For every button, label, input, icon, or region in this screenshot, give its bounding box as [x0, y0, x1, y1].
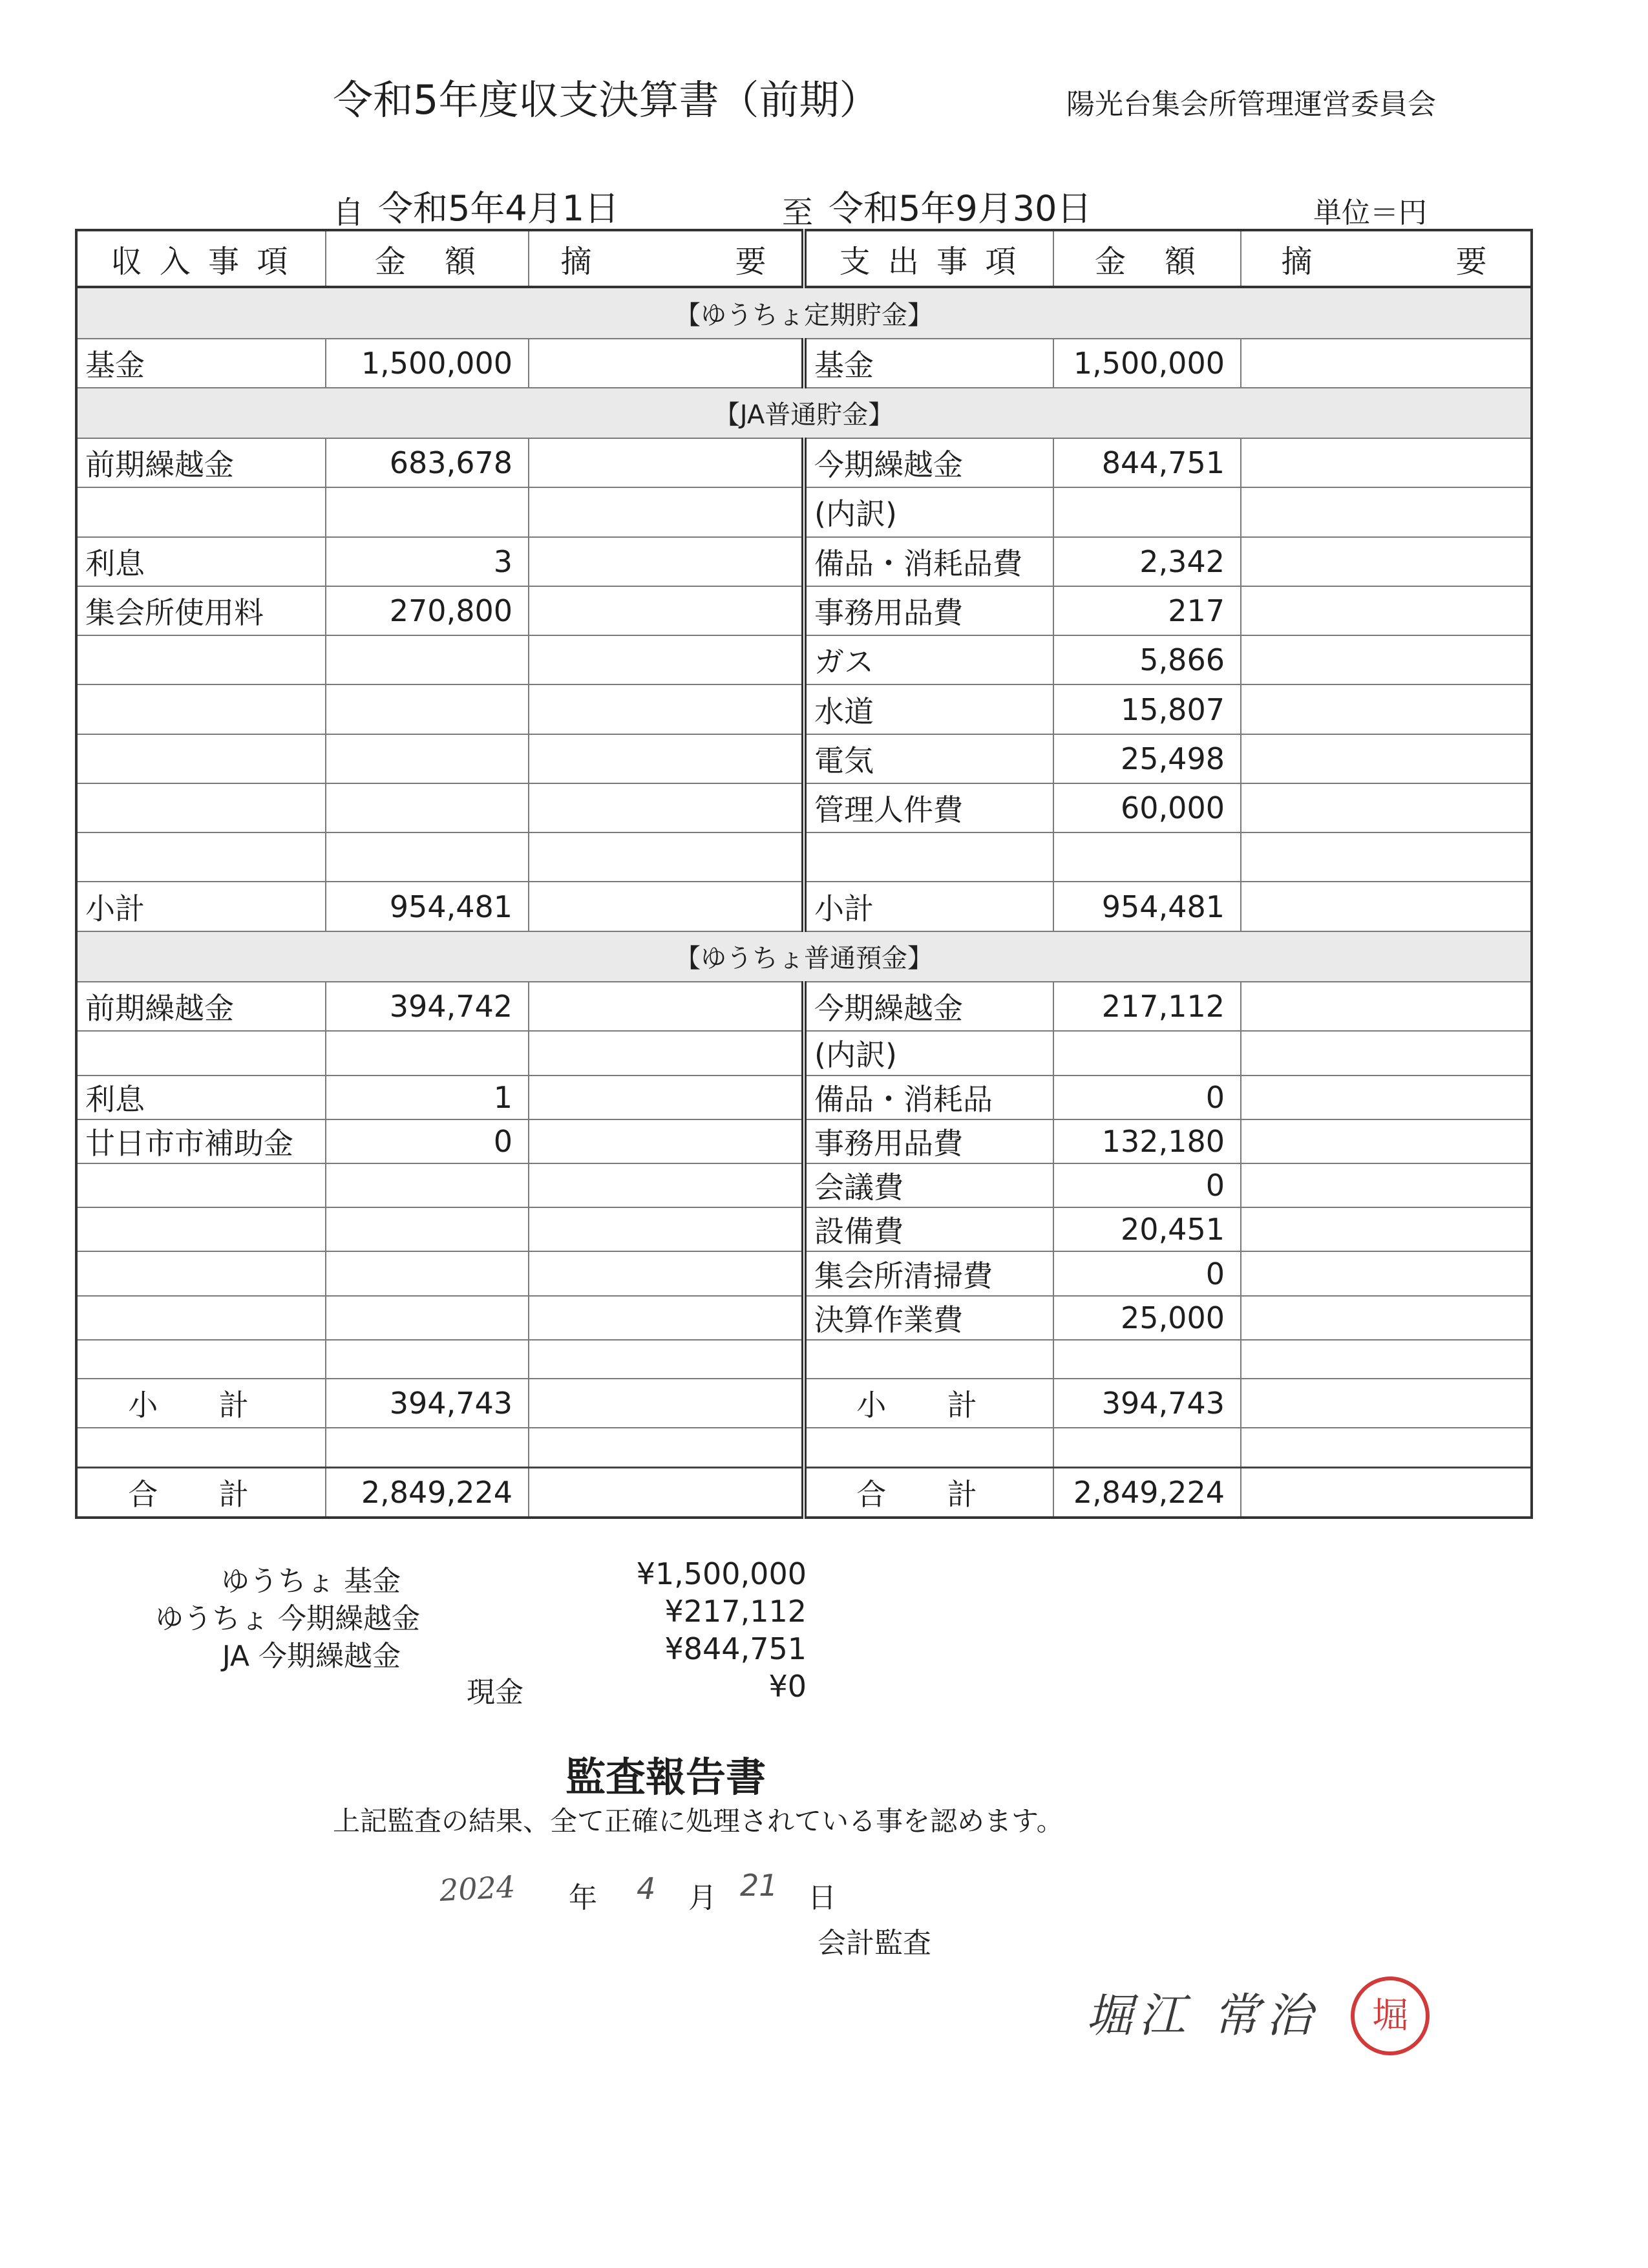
income-amount: 3: [326, 537, 529, 586]
balance-value: ¥1,500,000: [636, 1556, 807, 1591]
expense-amount: 132,180: [1053, 1119, 1241, 1163]
audit-date-year: 2024: [438, 1869, 516, 1909]
expense-summary: [1241, 1119, 1532, 1163]
expense-summary: [1241, 832, 1532, 882]
expense-amount: [1053, 1340, 1241, 1379]
income-summary: [529, 339, 804, 388]
income-amount: 0: [326, 1119, 529, 1163]
expense-item: 管理人件費: [804, 783, 1053, 832]
total-row: [76, 1467, 1532, 1518]
expense-amount: [1053, 1428, 1241, 1467]
income-summary: [529, 1340, 804, 1379]
income-item: 利息: [76, 537, 326, 586]
audit-date-month: 4: [637, 1871, 656, 1906]
income-summary: [529, 1296, 804, 1340]
income-summary: [529, 734, 804, 783]
income-amount: 394,742: [326, 982, 529, 1031]
subtotal-row: [76, 1379, 1532, 1428]
income-item: [76, 832, 326, 882]
income-amount: [326, 734, 529, 783]
subtotal-income: 954,481: [326, 882, 529, 931]
organization-name: 陽光台集会所管理運営委員会: [1066, 88, 1436, 121]
income-amount: [326, 684, 529, 734]
unit-label: 単位＝円: [1313, 196, 1427, 229]
expense-amount: 217,112: [1053, 982, 1241, 1031]
income-item: 廿日市市補助金: [76, 1119, 326, 1163]
balance-label: ゆうちょ 今期繰越金: [155, 1602, 420, 1635]
expense-summary: [1241, 982, 1532, 1031]
expense-item: [804, 1340, 1053, 1379]
income-summary: [529, 438, 804, 487]
income-item: [76, 1251, 326, 1295]
expense-summary: [1241, 438, 1532, 487]
expense-amount: 25,498: [1053, 734, 1241, 783]
expense-amount: 25,000: [1053, 1296, 1241, 1340]
expense-summary: [1241, 1428, 1532, 1467]
expense-item: [804, 1428, 1053, 1467]
subtotal-label-expense: 小 計: [804, 1379, 1053, 1428]
period-to: 令和5年9月30日: [829, 188, 1092, 229]
expense-item: 決算作業費: [804, 1296, 1053, 1340]
income-summary: [529, 1467, 804, 1518]
expense-summary: [1241, 1163, 1532, 1207]
table-row: [76, 438, 1532, 487]
income-amount: 683,678: [326, 438, 529, 487]
table-row: [76, 734, 1532, 783]
period-from: 令和5年4月1日: [378, 188, 620, 229]
col-expense-summary: 摘 要: [1241, 230, 1532, 287]
income-item: [76, 1207, 326, 1251]
expense-item: (内訳): [804, 1031, 1053, 1075]
expense-amount: 1,500,000: [1053, 339, 1241, 388]
expense-amount: 60,000: [1053, 783, 1241, 832]
income-amount: [326, 832, 529, 882]
income-item: 前期繰越金: [76, 438, 326, 487]
table-row: [76, 783, 1532, 832]
income-item: [76, 1296, 326, 1340]
expense-summary: [1241, 339, 1532, 388]
total-label-expense: 合 計: [804, 1467, 1053, 1518]
expense-amount: 15,807: [1053, 684, 1241, 734]
income-amount: 1,500,000: [326, 339, 529, 388]
expense-amount: 0: [1053, 1076, 1241, 1119]
total-expense: 2,849,224: [1053, 1467, 1241, 1518]
expense-summary: [1241, 586, 1532, 635]
income-amount: [326, 1428, 529, 1467]
section-row: [76, 931, 1532, 982]
income-amount: [326, 1163, 529, 1207]
total-label: 合 計: [76, 1467, 326, 1518]
expense-item: 備品・消耗品費: [804, 537, 1053, 586]
income-amount: [326, 635, 529, 684]
expense-amount: [1053, 832, 1241, 882]
income-summary: [529, 882, 804, 931]
table-row: [76, 635, 1532, 684]
table-row: [76, 1119, 1532, 1163]
balance-label: ゆうちょ 基金: [221, 1565, 401, 1598]
income-summary: [529, 1163, 804, 1207]
expense-amount: 5,866: [1053, 635, 1241, 684]
income-item: [76, 487, 326, 536]
auditor-role: 会計監査: [818, 1927, 931, 1960]
income-item: [76, 1031, 326, 1075]
table-row: [76, 1076, 1532, 1119]
expense-summary: [1241, 1340, 1532, 1379]
table-row: [76, 1251, 1532, 1295]
income-item: 前期繰越金: [76, 982, 326, 1031]
income-item: [76, 1428, 326, 1467]
expense-summary: [1241, 1467, 1532, 1518]
expense-item: 今期繰越金: [804, 982, 1053, 1031]
expense-item: 今期繰越金: [804, 438, 1053, 487]
expense-amount: 0: [1053, 1251, 1241, 1295]
income-summary: [529, 832, 804, 882]
expense-item: [804, 832, 1053, 882]
table-row: [76, 1340, 1532, 1379]
expense-amount: 0: [1053, 1163, 1241, 1207]
audit-statement: 上記監査の結果、全て正確に処理されている事を認めます。: [333, 1805, 1064, 1837]
seal-stamp-icon: 堀: [1351, 1977, 1430, 2055]
income-item: [76, 734, 326, 783]
table-row: [76, 537, 1532, 586]
expense-summary: [1241, 684, 1532, 734]
expense-item: 会議費: [804, 1163, 1053, 1207]
income-amount: [326, 1251, 529, 1295]
section-row: [76, 287, 1532, 338]
table-row: [76, 1428, 1532, 1467]
income-item: 利息: [76, 1076, 326, 1119]
expense-item: 基金: [804, 339, 1053, 388]
table-row: [76, 684, 1532, 734]
audit-report-title: 監査報告書: [565, 1754, 766, 1801]
header-row: [76, 230, 1532, 287]
expense-amount: 2,342: [1053, 537, 1241, 586]
income-amount: [326, 1340, 529, 1379]
period-from-label: 自: [333, 195, 364, 231]
expense-summary: [1241, 1379, 1532, 1428]
section-yucho-futsu: 【ゆうちょ普通預金】: [76, 931, 1532, 982]
expense-amount: [1053, 487, 1241, 536]
expense-summary: [1241, 1251, 1532, 1295]
table-row: [76, 1207, 1532, 1251]
expense-item: 電気: [804, 734, 1053, 783]
subtotal-income: 394,743: [326, 1379, 529, 1428]
table-row: [76, 982, 1532, 1031]
ledger-table: [75, 229, 1533, 1519]
income-summary: [529, 1428, 804, 1467]
income-summary: [529, 982, 804, 1031]
income-summary: [529, 684, 804, 734]
subtotal-expense: 954,481: [1053, 882, 1241, 931]
subtotal-label: 小計: [76, 882, 326, 931]
income-item: [76, 783, 326, 832]
expense-summary: [1241, 1207, 1532, 1251]
expense-summary: [1241, 1031, 1532, 1075]
table-row: [76, 487, 1532, 536]
expense-item: 事務用品費: [804, 586, 1053, 635]
table-row: [76, 1031, 1532, 1075]
expense-item: 備品・消耗品: [804, 1076, 1053, 1119]
income-summary: [529, 586, 804, 635]
expense-item: (内訳): [804, 487, 1053, 536]
expense-amount: [1053, 1031, 1241, 1075]
income-summary: [529, 1031, 804, 1075]
income-amount: [326, 487, 529, 536]
expense-summary: [1241, 734, 1532, 783]
subtotal-row: [76, 882, 1532, 931]
income-summary: [529, 635, 804, 684]
income-summary: [529, 487, 804, 536]
expense-summary: [1241, 1296, 1532, 1340]
income-amount: 270,800: [326, 586, 529, 635]
handwritten-signature: 堀江 常治: [1086, 1988, 1319, 2042]
income-summary: [529, 1119, 804, 1163]
expense-summary: [1241, 537, 1532, 586]
income-summary: [529, 537, 804, 586]
expense-summary: [1241, 635, 1532, 684]
day-label: 日: [808, 1881, 836, 1914]
income-summary: [529, 1379, 804, 1428]
expense-item: 事務用品費: [804, 1119, 1053, 1163]
expense-item: 集会所清掃費: [804, 1251, 1053, 1295]
table-row: [76, 1163, 1532, 1207]
subtotal-label-expense: 小計: [804, 882, 1053, 931]
income-summary: [529, 1076, 804, 1119]
col-income-summary: 摘 要: [529, 230, 804, 287]
income-item: 基金: [76, 339, 326, 388]
income-item: [76, 635, 326, 684]
income-item: [76, 684, 326, 734]
income-amount: [326, 1031, 529, 1075]
col-expense-item: 支 出 事 項: [804, 230, 1053, 287]
document-title: 令和5年度収支決算書（前期）: [333, 76, 880, 123]
section-ja: 【JA普通貯金】: [76, 388, 1532, 438]
income-amount: [326, 1207, 529, 1251]
total-income: 2,849,224: [326, 1467, 529, 1518]
expense-summary: [1241, 882, 1532, 931]
balance-value: ¥0: [768, 1669, 807, 1704]
income-summary: [529, 1251, 804, 1295]
subtotal-label: 小 計: [76, 1379, 326, 1428]
audit-date-day: 21: [740, 1868, 778, 1903]
income-summary: [529, 783, 804, 832]
expense-amount: 217: [1053, 586, 1241, 635]
expense-summary: [1241, 783, 1532, 832]
balance-value: ¥217,112: [664, 1594, 807, 1629]
col-income-item: 収 入 事 項: [76, 230, 326, 287]
month-label: 月: [688, 1881, 717, 1914]
col-income-amount: 金 額: [326, 230, 529, 287]
expense-item: 設備費: [804, 1207, 1053, 1251]
income-amount: [326, 783, 529, 832]
subtotal-expense: 394,743: [1053, 1379, 1241, 1428]
expense-amount: 844,751: [1053, 438, 1241, 487]
year-label: 年: [569, 1881, 597, 1914]
balance-label: JA 今期繰越金: [222, 1640, 401, 1673]
income-amount: [326, 1296, 529, 1340]
table-row: [76, 1296, 1532, 1340]
expense-amount: 20,451: [1053, 1207, 1241, 1251]
income-item: [76, 1340, 326, 1379]
table-row: [76, 586, 1532, 635]
income-summary: [529, 1207, 804, 1251]
balance-value: ¥844,751: [664, 1631, 807, 1666]
income-item: [76, 1163, 326, 1207]
expense-summary: [1241, 487, 1532, 536]
income-item: 集会所使用料: [76, 586, 326, 635]
balance-label: 現金: [467, 1676, 523, 1709]
col-expense-amount: 金 額: [1053, 230, 1241, 287]
section-yucho-teiki: 【ゆうちょ定期貯金】: [76, 287, 1532, 338]
section-row: [76, 388, 1532, 438]
expense-item: ガス: [804, 635, 1053, 684]
period-to-label: 至: [782, 195, 814, 231]
income-amount: 1: [326, 1076, 529, 1119]
expense-item: 水道: [804, 684, 1053, 734]
table-row: [76, 832, 1532, 882]
expense-summary: [1241, 1076, 1532, 1119]
table-row: [76, 339, 1532, 388]
